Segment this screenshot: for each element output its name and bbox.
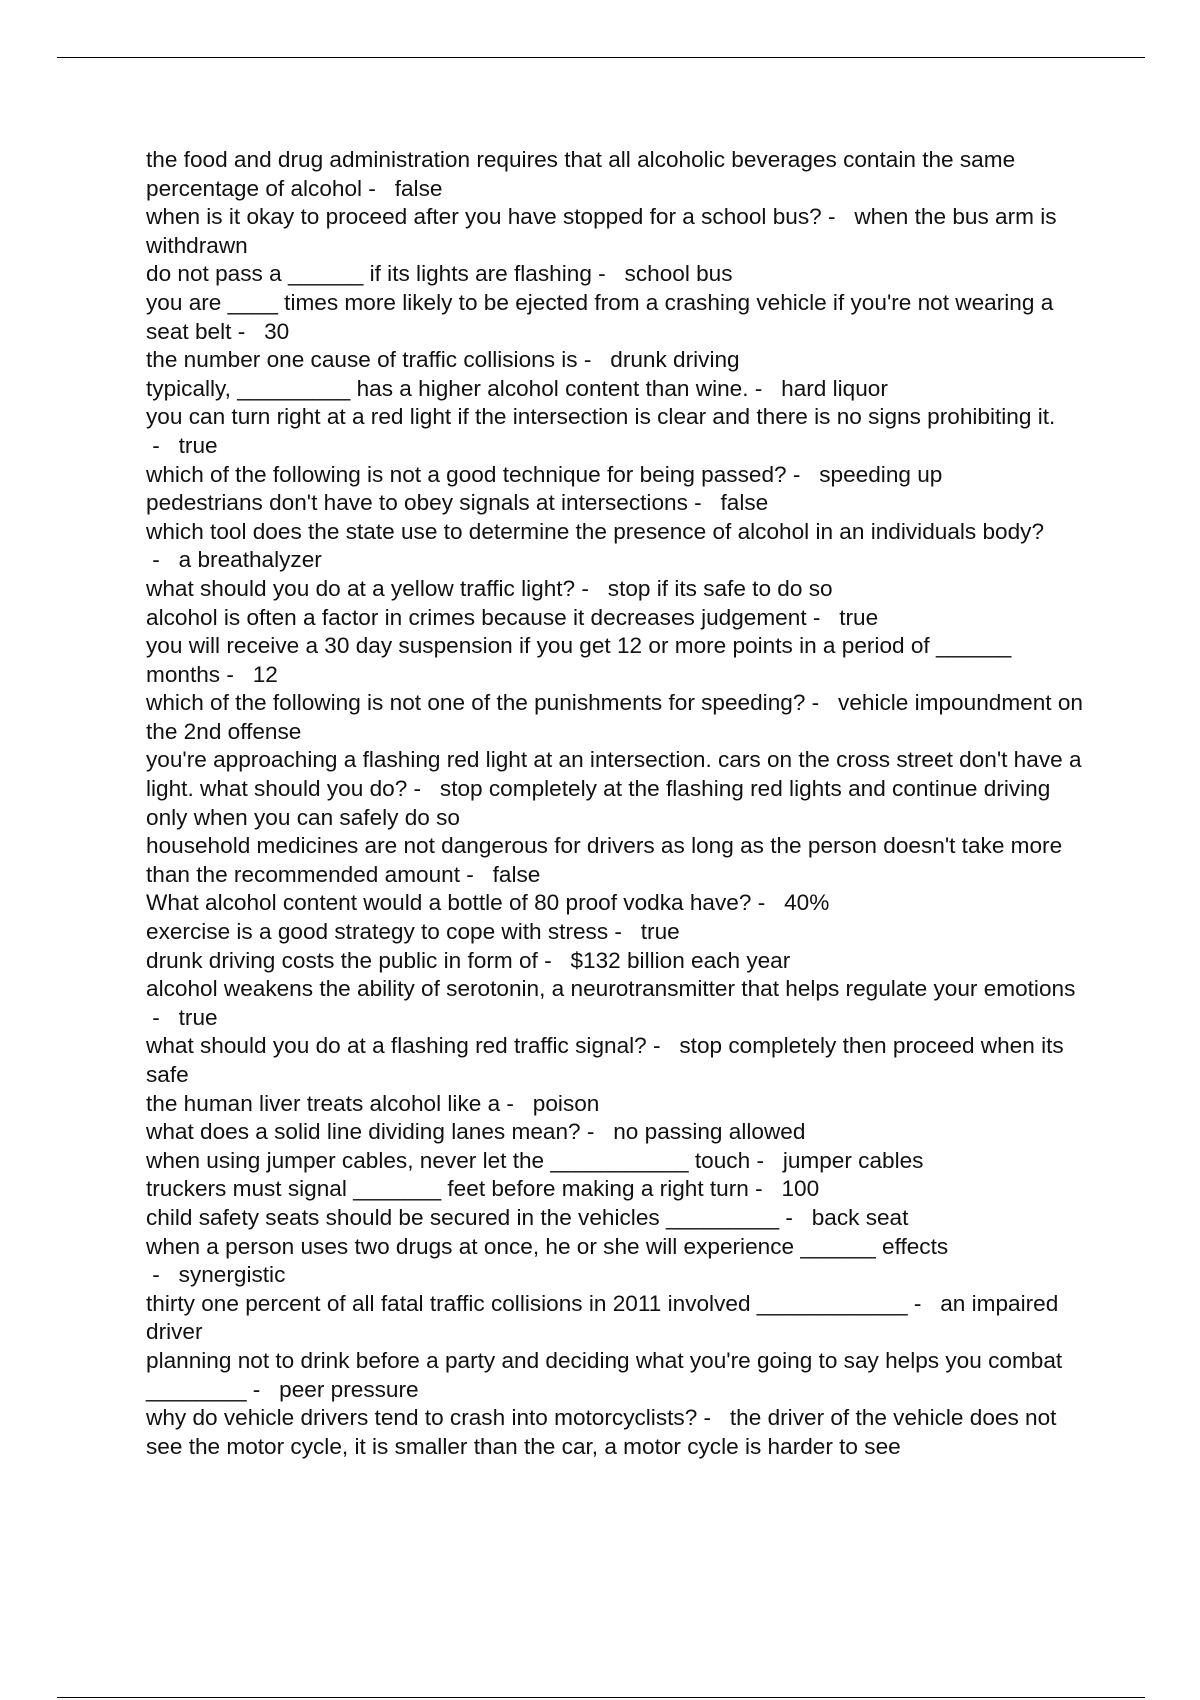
answer-text: peer pressure <box>279 1376 419 1402</box>
answer-text: stop completely at the flashing red lights and continue driving only when you can safely do so <box>146 776 1051 830</box>
answer-text: the driver of the vehicle does not see the motor cycle, it is smaller than the car, a motor cycle is harder to see <box>146 1405 1057 1459</box>
answer-text: stop completely then proceed when its safe <box>146 1033 1064 1087</box>
footer-rule <box>57 1697 1145 1698</box>
answer-text: no passing allowed <box>613 1119 806 1145</box>
question-text: planning not to drink before a party and deciding what you're going to say helps you combat ________ <box>146 1347 1063 1402</box>
qa-item: what does a solid line dividing lanes mean? - no passing allowed <box>146 1119 806 1145</box>
question-text: alcohol weakens the ability of serotonin, a neurotransmitter that helps regulate your emotions <box>146 976 1076 1002</box>
answer-text: an impaired driver <box>146 1290 1059 1345</box>
question-text: what should you do at a yellow traffic light? <box>146 575 576 601</box>
qa-item: the number one cause of traffic collisions is - drunk driving <box>146 347 740 373</box>
question-text: what does a solid line dividing lanes mean? <box>146 1119 581 1145</box>
qa-item: drunk driving costs the public in form of - $132 billion each year <box>146 947 791 973</box>
question-text: thirty one percent of all fatal traffic collisions in 2011 involved ____________ <box>146 1290 908 1316</box>
question-text: exercise is a good strategy to cope with stress <box>146 919 609 945</box>
question-text: child safety seats should be secured in the vehicles _________ <box>146 1204 780 1230</box>
answer-text: true <box>178 432 218 458</box>
header-rule <box>57 57 1145 58</box>
question-text: household medicines are not dangerous for drivers as long as the person doesn't take more than the recommended amount <box>146 833 1063 887</box>
answer-text: school bus <box>624 261 733 287</box>
question-text: which of the following is not one of the punishments for speeding? <box>146 690 806 716</box>
answer-text: false <box>394 175 443 201</box>
answer-text: drunk driving <box>610 347 740 373</box>
answer-text: poison <box>532 1090 600 1116</box>
answer-text: when the bus arm is withdrawn <box>146 204 1057 258</box>
qa-item: pedestrians don't have to obey signals at intersections - false <box>146 490 769 516</box>
qa-item: do not pass a ______ if its lights are flashing - school bus <box>146 261 733 287</box>
qa-item: typically, _________ has a higher alcohol content than wine. - hard liquor <box>146 375 888 401</box>
qa-item: exercise is a good strategy to cope with stress - true <box>146 919 680 945</box>
answer-text: a breathalyzer <box>178 547 322 573</box>
question-text: the number one cause of traffic collisions is <box>146 347 578 373</box>
qa-list <box>146 146 1086 1461</box>
qa-item: alcohol weakens the ability of serotonin, a neurotransmitter that helps regulate your emotions - true <box>146 976 1076 1030</box>
qa-item: which of the following is not one of the punishments for speeding? - vehicle impoundment on the 2nd offense <box>146 690 1083 744</box>
answer-text: $132 billion each year <box>570 947 791 973</box>
question-text: you're approaching a flashing red light at an intersection. cars on the cross street don't have a light. what should you do? <box>146 747 1082 802</box>
answer-text: back seat <box>811 1204 909 1230</box>
question-text: which of the following is not a good technique for being passed? <box>146 461 787 487</box>
answer-text: 30 <box>264 318 290 344</box>
question-text: when a person uses two drugs at once, he or she will experience ______ effects <box>146 1233 949 1259</box>
qa-item: what should you do at a yellow traffic light? - stop if its safe to do so <box>146 575 833 601</box>
answer-text: 12 <box>252 661 278 687</box>
question-text: pedestrians don't have to obey signals at intersections <box>146 490 688 516</box>
qa-item: when a person uses two drugs at once, he or she will experience ______ effects - synergistic <box>146 1233 949 1288</box>
answer-text: jumper cables <box>782 1147 924 1173</box>
question-text: you can turn right at a red light if the intersection is clear and there is no signs prohibiting it. <box>146 404 1056 430</box>
question-text: when using jumper cables, never let the ___________ touch <box>146 1147 751 1173</box>
question-text: alcohol is often a factor in crimes because it decreases judgement <box>146 604 807 630</box>
question-text: which tool does the state use to determine the presence of alcohol in an individuals body? <box>146 518 1045 544</box>
qa-item: thirty one percent of all fatal traffic collisions in 2011 involved ____________ - an impaired driver <box>146 1290 1059 1345</box>
qa-item: which tool does the state use to determine the presence of alcohol in an individuals body? - a breathalyzer <box>146 518 1045 573</box>
question-text: the food and drug administration requires that all alcoholic beverages contain the same percentage of alcohol <box>146 147 1016 201</box>
answer-text: speeding up <box>819 461 943 487</box>
question-text: typically, _________ has a higher alcohol content than wine. <box>146 375 749 401</box>
answer-text: hard liquor <box>781 375 888 401</box>
question-text: you are ____ times more likely to be ejected from a crashing vehicle if you're not wearing a seat belt <box>146 289 1054 344</box>
qa-item: household medicines are not dangerous for drivers as long as the person doesn't take more than the recommended amount - false <box>146 833 1063 887</box>
answer-text: 40% <box>784 890 830 916</box>
qa-item: planning not to drink before a party and deciding what you're going to say helps you combat ________ - peer pressure <box>146 1347 1063 1402</box>
qa-item: truckers must signal _______ feet before making a right turn - 100 <box>146 1176 820 1202</box>
qa-item: alcohol is often a factor in crimes because it decreases judgement - true <box>146 604 879 630</box>
answer-text: vehicle impoundment on the 2nd offense <box>146 690 1083 744</box>
qa-item: what should you do at a flashing red traffic signal? - stop completely then proceed when its safe <box>146 1033 1064 1087</box>
question-text: you will receive a 30 day suspension if you get 12 or more points in a period of ______ months <box>146 633 1012 687</box>
question-text: do not pass a ______ if its lights are flashing <box>146 261 592 287</box>
question-text: when is it okay to proceed after you have stopped for a school bus? <box>146 204 822 230</box>
question-text: why do vehicle drivers tend to crash into motorcyclists? <box>146 1405 698 1431</box>
answer-text: 100 <box>781 1176 820 1202</box>
answer-text: true <box>178 1004 218 1030</box>
question-text: what should you do at a flashing red traffic signal? <box>146 1033 647 1059</box>
qa-item: when is it okay to proceed after you have stopped for a school bus? - when the bus arm is withdrawn <box>146 204 1057 258</box>
qa-item: why do vehicle drivers tend to crash into motorcyclists? - the driver of the vehicle does not see the motor cycle, it is smaller than the car, a motor cycle is harder to see <box>146 1405 1057 1459</box>
qa-item: when using jumper cables, never let the ___________ touch - jumper cables <box>146 1147 924 1173</box>
qa-item: which of the following is not a good technique for being passed? - speeding up <box>146 461 943 487</box>
answer-text: true <box>839 604 879 630</box>
question-text: truckers must signal _______ feet before making a right turn <box>146 1176 749 1202</box>
qa-item: you can turn right at a red light if the intersection is clear and there is no signs prohibiting it. - true <box>146 404 1056 458</box>
qa-item: child safety seats should be secured in the vehicles _________ - back seat <box>146 1204 909 1230</box>
answer-text: stop if its safe to do so <box>607 575 833 601</box>
qa-item: What alcohol content would a bottle of 80 proof vodka have? - 40% <box>146 890 830 916</box>
answer-text: synergistic <box>178 1262 286 1288</box>
qa-item: the human liver treats alcohol like a - poison <box>146 1090 600 1116</box>
answer-text: false <box>720 490 769 516</box>
qa-item: you are ____ times more likely to be ejected from a crashing vehicle if you're not wearing a seat belt - 30 <box>146 289 1054 344</box>
qa-item: you will receive a 30 day suspension if you get 12 or more points in a period of ______ months - 12 <box>146 633 1012 687</box>
qa-item: the food and drug administration requires that all alcoholic beverages contain the same percentage of alcohol - false <box>146 147 1016 201</box>
question-text: What alcohol content would a bottle of 80 proof vodka have? <box>146 890 752 916</box>
question-text: drunk driving costs the public in form of <box>146 947 538 973</box>
answer-text: false <box>492 861 541 887</box>
answer-text: true <box>640 919 680 945</box>
question-text: the human liver treats alcohol like a <box>146 1090 501 1116</box>
qa-item: you're approaching a flashing red light at an intersection. cars on the cross street don't have a light. what should you do? - stop completely at the flashing red lights and continue driving only when you can safely do so <box>146 747 1082 830</box>
